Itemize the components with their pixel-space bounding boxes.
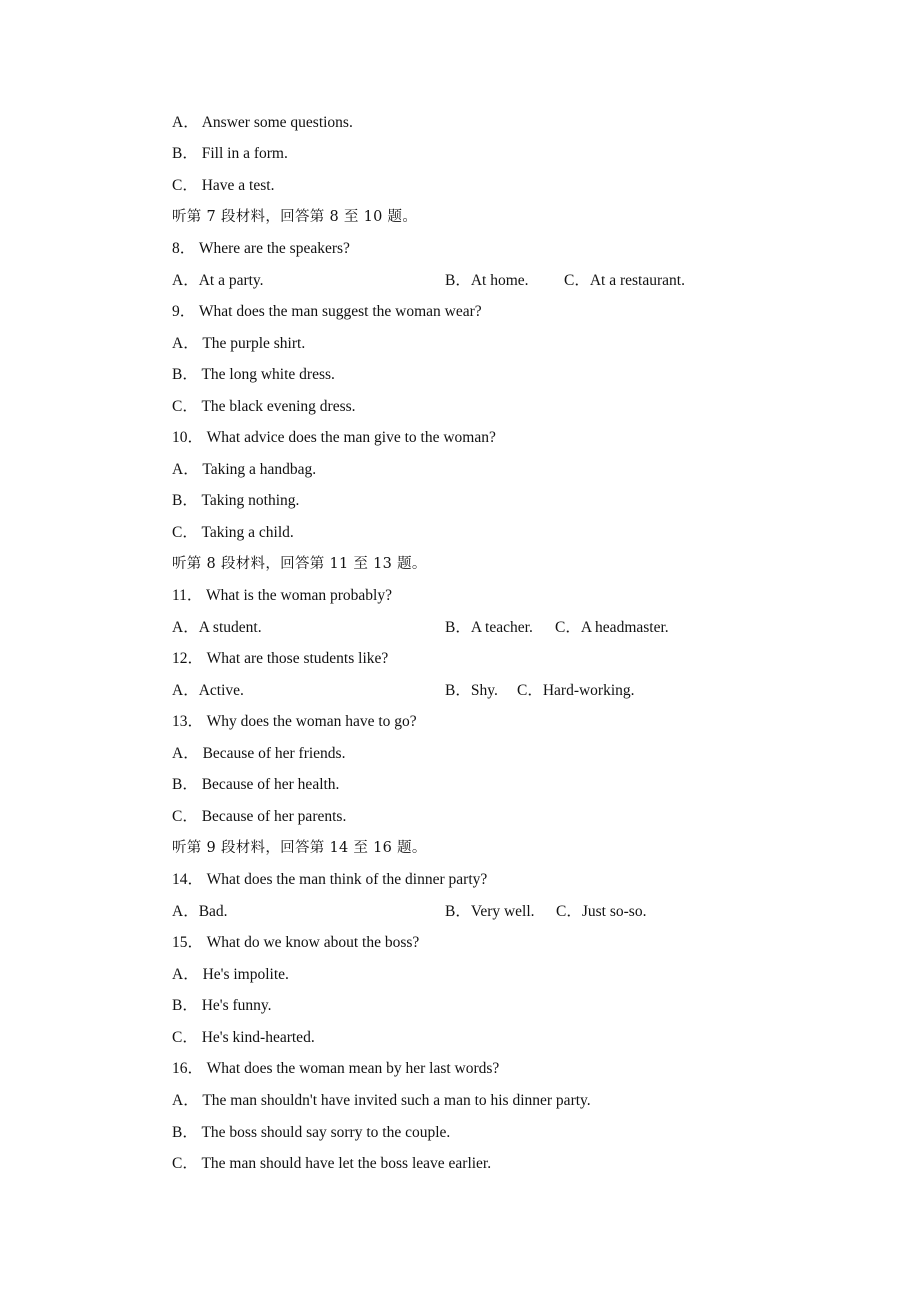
question-line xyxy=(172,710,417,734)
option-text: Because of her health. xyxy=(201,776,340,793)
option-label: A． xyxy=(172,461,199,478)
option-c xyxy=(556,900,646,924)
option-label: A． xyxy=(172,335,199,352)
question-text: What does the man think of the dinner party? xyxy=(206,871,488,888)
option-line xyxy=(172,1089,591,1113)
inline-options-line xyxy=(172,679,732,703)
option-text: Fill in a form. xyxy=(201,145,288,162)
option-label: A． xyxy=(172,966,199,983)
option-text: At a party. xyxy=(198,272,264,289)
question-text: Why does the woman have to go? xyxy=(206,713,417,730)
option-label: C． xyxy=(556,903,582,920)
question-line xyxy=(172,237,350,261)
option-label: C． xyxy=(172,398,198,415)
option-label: C． xyxy=(172,524,198,541)
option-text: The black evening dress. xyxy=(201,398,356,415)
option-text: Very well. xyxy=(470,903,535,920)
option-label: A． xyxy=(172,619,199,636)
question-text: What advice does the man give to the woman? xyxy=(206,429,496,446)
option-label: B． xyxy=(172,366,198,383)
question-number: 8． xyxy=(172,240,196,257)
option-label: C． xyxy=(555,619,581,636)
option-text: At home. xyxy=(470,272,529,289)
option-text: The man should have let the boss leave earlier. xyxy=(201,1155,492,1172)
option-label: B． xyxy=(445,272,471,289)
option-label: C． xyxy=(172,1029,198,1046)
option-text: He's funny. xyxy=(201,997,272,1014)
question-line xyxy=(172,868,487,892)
question-number: 11． xyxy=(172,587,203,604)
option-label: B． xyxy=(172,145,198,162)
option-text: Taking a handbag. xyxy=(202,461,317,478)
option-line xyxy=(172,994,272,1018)
question-number: 10． xyxy=(172,429,204,446)
question-text: Where are the speakers? xyxy=(198,240,350,257)
option-text: Shy. xyxy=(470,682,498,699)
option-text: The purple shirt. xyxy=(202,335,306,352)
option-label: B． xyxy=(172,1124,198,1141)
option-text: Because of her parents. xyxy=(201,808,347,825)
question-number: 14． xyxy=(172,871,204,888)
option-text: Hard-working. xyxy=(542,682,635,699)
option-b xyxy=(445,269,529,293)
option-line xyxy=(172,489,299,513)
question-line xyxy=(172,426,496,450)
inline-options-line xyxy=(172,900,732,924)
option-line xyxy=(172,142,288,166)
question-text: What does the woman mean by her last words? xyxy=(206,1060,500,1077)
option-a xyxy=(172,269,264,293)
question-line xyxy=(172,647,388,671)
option-text: The boss should say sorry to the couple. xyxy=(201,1124,451,1141)
option-line xyxy=(172,773,339,797)
question-number: 16． xyxy=(172,1060,204,1077)
option-line xyxy=(172,174,274,198)
option-label: A． xyxy=(172,272,199,289)
option-label: C． xyxy=(172,177,198,194)
option-line xyxy=(172,363,335,387)
option-label: A． xyxy=(172,1092,199,1109)
option-b xyxy=(445,900,535,924)
option-text: He's kind-hearted. xyxy=(201,1029,315,1046)
option-text: Answer some questions. xyxy=(201,114,353,131)
question-text: What does the man suggest the woman wear? xyxy=(198,303,482,320)
option-text: At a restaurant. xyxy=(589,272,685,289)
option-line xyxy=(172,1121,450,1145)
option-label: A． xyxy=(172,114,199,131)
question-line xyxy=(172,300,482,324)
question-number: 15． xyxy=(172,934,204,951)
option-label: A． xyxy=(172,682,199,699)
option-text: A teacher. xyxy=(470,619,533,636)
option-label: B． xyxy=(445,903,471,920)
option-text: A headmaster. xyxy=(580,619,669,636)
option-a xyxy=(172,679,244,703)
option-label: C． xyxy=(517,682,543,699)
option-label: B． xyxy=(172,997,198,1014)
option-text: Taking nothing. xyxy=(201,492,300,509)
option-b xyxy=(445,679,498,703)
option-label: B． xyxy=(172,776,198,793)
option-a xyxy=(172,616,262,640)
question-number: 13． xyxy=(172,713,204,730)
option-label: C． xyxy=(172,808,198,825)
section-heading: 听第 9 段材料，回答第 14 至 16 题。 xyxy=(172,840,427,856)
question-text: What do we know about the boss? xyxy=(206,934,420,951)
question-text: What are those students like? xyxy=(206,650,389,667)
question-line xyxy=(172,584,392,608)
option-text: Taking a child. xyxy=(201,524,294,541)
option-text: Active. xyxy=(198,682,244,699)
option-text: Just so-so. xyxy=(581,903,647,920)
option-text: Have a test. xyxy=(201,177,275,194)
option-line xyxy=(172,742,345,766)
option-line xyxy=(172,963,289,987)
option-line xyxy=(172,1152,491,1176)
option-line xyxy=(172,332,305,356)
option-text: He's impolite. xyxy=(202,966,289,983)
option-text: The long white dress. xyxy=(201,366,335,383)
option-label: B． xyxy=(445,619,471,636)
section-heading: 听第 8 段材料，回答第 11 至 13 题。 xyxy=(172,556,427,572)
question-number: 12． xyxy=(172,650,204,667)
option-label: B． xyxy=(445,682,471,699)
option-label: A． xyxy=(172,745,199,762)
option-text: Because of her friends. xyxy=(202,745,346,762)
section-heading: 听第 7 段材料，回答第 8 至 10 题。 xyxy=(172,209,418,225)
inline-options-line xyxy=(172,616,732,640)
option-line xyxy=(172,805,346,829)
option-text: Bad. xyxy=(198,903,228,920)
option-text: The man shouldn't have invited such a man to his dinner party. xyxy=(202,1092,591,1109)
option-text: A student. xyxy=(198,619,262,636)
option-c xyxy=(564,269,685,293)
question-number: 9． xyxy=(172,303,196,320)
option-label: C． xyxy=(172,1155,198,1172)
option-a xyxy=(172,900,228,924)
question-line xyxy=(172,1057,499,1081)
option-line xyxy=(172,1026,315,1050)
option-line xyxy=(172,395,356,419)
option-label: C． xyxy=(564,272,590,289)
option-c xyxy=(555,616,669,640)
question-line xyxy=(172,931,419,955)
question-text: What is the woman probably? xyxy=(206,587,392,604)
option-line xyxy=(172,111,353,135)
option-label: B． xyxy=(172,492,198,509)
option-line xyxy=(172,458,316,482)
option-label: A． xyxy=(172,903,199,920)
option-c xyxy=(517,679,635,703)
option-line xyxy=(172,521,294,545)
option-b xyxy=(445,616,533,640)
inline-options-line xyxy=(172,269,732,293)
